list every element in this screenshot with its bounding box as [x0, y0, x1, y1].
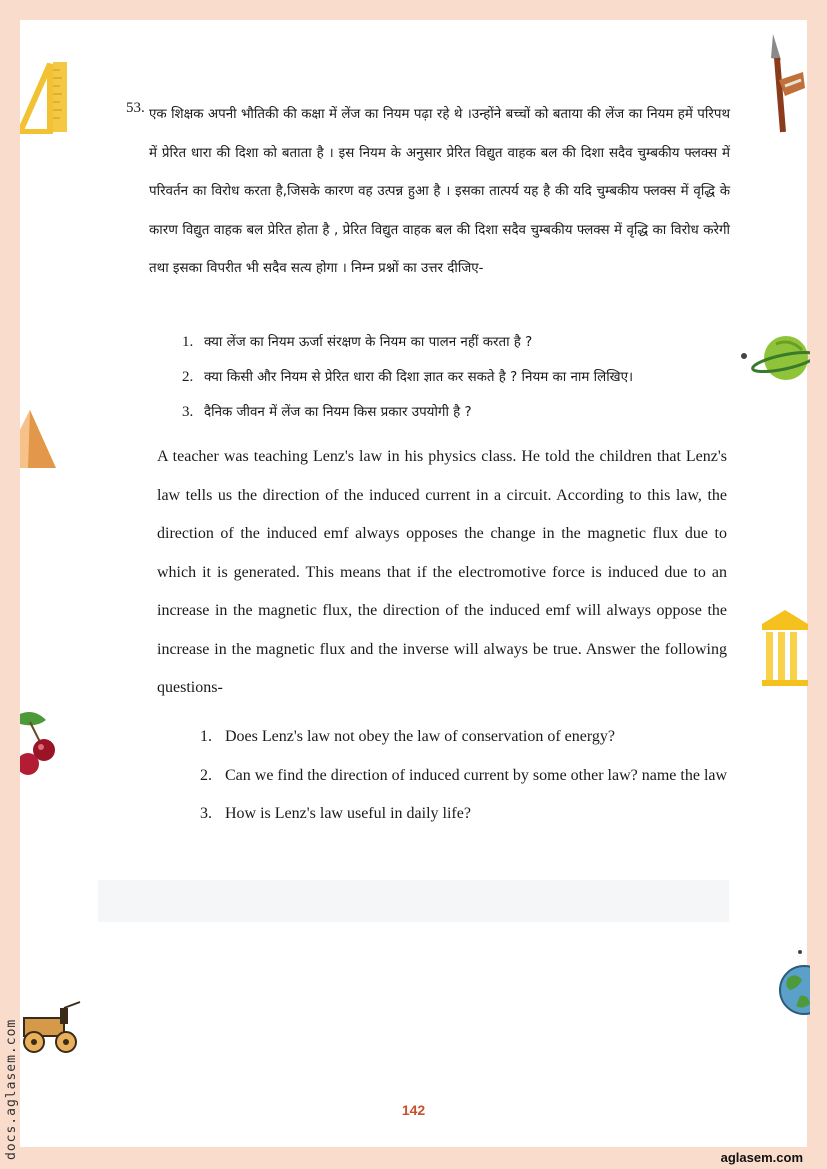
pillar-icon — [760, 608, 810, 688]
watermark: docs.aglasem.com — [4, 1018, 19, 1160]
hindi-question-list — [182, 325, 633, 430]
list-item-number: 2. — [200, 766, 212, 784]
answer-space-box — [98, 880, 729, 922]
page-number: 142 — [401, 1102, 426, 1118]
list-item-text: दैनिक जीवन में लेंज का नियम किस प्रकार उपयोगी है ? — [204, 405, 472, 420]
list-item-text: Does Lenz's law not obey the law of conservation of energy? — [225, 728, 616, 745]
english-question-list — [200, 718, 730, 834]
list-item-number: 1. — [200, 728, 212, 745]
list-item — [182, 395, 633, 430]
list-item — [200, 757, 730, 796]
list-item-text: क्या किसी और नियम से प्रेरित धारा की दिशा ज्ञात कर सकते है ? नियम का नाम लिखिए। — [204, 370, 634, 385]
list-item-number: 3. — [182, 404, 194, 420]
planet-icon — [740, 334, 810, 384]
hindi-paragraph: एक शिक्षक अपनी भौतिकी की कक्षा में लेंज का नियम पढ़ा रहे थे ।उन्होंने बच्चों को बताया की लेंज का नियम हमें परिपथ में प्रेरित धारा की दिशा को बताता है । इस नियम के अनुसार प्रेरित विद्युत वाहक बल की दिशा सदैव चुम्बकीय फ्लक्स में परिवर्तन का विरोध करता है,जिसके कारण वह उत्पन्न हुआ है । इसका तात्पर्य यह है की यदि चुम्बकीय फ्लक्स में वृद्धि के कारण विद्युत वाहक बल प्रेरित होता है , प्रेरित विद्युत वाहक बल की दिशा सदैव चुम्बकीय फ्लक्स में वृद्धि का विरोध करेगी तथा इसका विपरीत भी सदैव सत्य होगा । निम्न प्रश्नों का उत्तर दीजिए- — [149, 107, 730, 276]
list-item — [182, 325, 633, 360]
list-item-text: क्या लेंज का नियम ऊर्जा संरक्षण के नियम का पालन नहीं करता है ? — [204, 335, 533, 350]
english-paragraph: A teacher was teaching Lenz's law in his physics class. He told the children that Lenz's law tells us the direction of the induced current in a circuit. According to this law, the direction of the induced emf always opposes the change in the magnetic flux due to which it is generated. This means that if the electromotive force is induced due to an increase in the magnetic flux, the direction of the induced emf will always oppose the increase in the magnetic flux and the inverse will always be true. Answer the following questions- — [157, 448, 727, 696]
globe-icon — [778, 948, 810, 1020]
pyramid-icon — [20, 410, 60, 470]
cherries-icon — [20, 708, 56, 776]
spear-icon — [765, 34, 809, 134]
list-item-number: 2. — [182, 369, 194, 385]
site-name: aglasem.com — [720, 1150, 803, 1165]
list-item-text: Can we find the direction of induced current by some other law? name the law — [225, 766, 728, 784]
vintage-car-icon — [20, 1000, 84, 1056]
list-item — [182, 360, 633, 395]
ruler-triangle-icon — [20, 58, 70, 134]
list-item-text: How is Lenz's law useful in daily life? — [225, 805, 471, 822]
list-item — [200, 795, 730, 834]
list-item — [200, 718, 730, 757]
question-number: 53. — [126, 100, 145, 116]
list-item-number: 1. — [182, 334, 194, 350]
list-item-number: 3. — [200, 805, 212, 822]
